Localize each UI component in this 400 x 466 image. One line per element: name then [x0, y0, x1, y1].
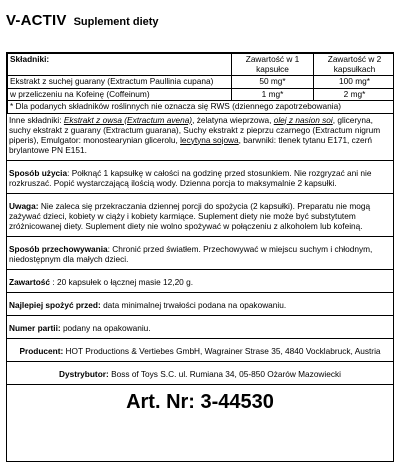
batch-text: podany na opakowaniu. [60, 322, 151, 333]
divider [7, 338, 393, 339]
oats-extract: Ekstrakt z owsa (Extractum avena) [63, 114, 193, 125]
divider [7, 292, 393, 293]
warning-label: Uwaga: [9, 200, 39, 211]
warning-section [9, 201, 391, 231]
brand-name: V-ACTIV [6, 12, 67, 29]
ingredient-value-2: 100 mg* [314, 76, 395, 89]
header-per-two-capsules: Zawartość w 2 kapsułkach [314, 54, 395, 76]
other-ingredients [9, 115, 391, 155]
content-section [9, 277, 391, 287]
content-label: Zawartość [9, 276, 51, 287]
producer-text: HOT Productions & Vertiebes GmbH, Wagrainer Strase 35, 4840 Vocklabruck, Austria [63, 345, 381, 356]
ingredient-value-1: 50 mg* [232, 76, 314, 89]
ingredient-name: Ekstrakt z suchej guarany (Extractum Paullinia cupana) [8, 76, 232, 89]
ingredients-table [7, 53, 394, 114]
header-per-capsule: Zawartość w 1 kapsułce [232, 54, 314, 76]
header [6, 12, 159, 30]
ingredient-value-2: 2 mg* [314, 88, 395, 101]
soy-lecithin: lecytyna sojowa [180, 134, 239, 145]
best-before-text: data minimalnej trwałości podana na opakowaniu. [100, 299, 287, 310]
other-text: , barwniki: tlenek tytanu E171, czerń brylantowe PN E151. [9, 134, 372, 155]
usage-section [9, 168, 391, 188]
article-number: Art. Nr: 3-44530 [126, 390, 274, 413]
warning-text: Nie zaleca się przekraczania dziennej porcji do spożycia (2 kapsułki). Preparatu nie mogą zażywać dzieci, kobiety w ciąży i kobiety karmiące. Suplement diety nie może być substytutem zróżnicowanej diety. Suplement diety nie wolno spożywać w połączeniu z alkoholem lub kofeiną. [9, 200, 371, 231]
producer-section [9, 346, 391, 356]
usage-label: Sposób użycia [9, 167, 68, 178]
divider [7, 315, 393, 316]
batch-section [9, 323, 391, 333]
usage-text: : Połknąć 1 kapsułkę w całości na godzinę przed stosunkiem. Nie rozgryzać ani nie rozkruszać. Popić wystarczającą ilością wody. Dzienna porcja to maksymalnie 2 kapsułki. [9, 167, 372, 188]
table-footnote: * Dla podanych składników roślinnych nie oznacza się RWS (dziennego zapotrzebowania) [8, 101, 395, 114]
soy-oil: olej z nasion soi [273, 114, 333, 125]
divider [7, 361, 393, 362]
storage-section [9, 244, 391, 264]
table-header-row [8, 54, 395, 76]
ingredient-value-1: 1 mg* [232, 88, 314, 101]
divider [7, 384, 393, 385]
distributor-label: Dystrybutor: [58, 368, 109, 379]
divider [7, 236, 393, 237]
content-text: : 20 kapsułek o łącznej masie 12,20 g. [50, 276, 194, 287]
table-row [8, 88, 395, 101]
producer-label: Producent: [19, 345, 64, 356]
other-ingredients-label: Inne składniki: [9, 114, 64, 125]
best-before-label: Najlepiej spożyć przed: [9, 299, 101, 310]
table-footnote-row [8, 101, 395, 114]
label-frame [6, 52, 394, 462]
product-subtitle: Suplement diety [73, 16, 159, 28]
divider [7, 160, 393, 161]
best-before-section [9, 300, 391, 310]
divider [7, 193, 393, 194]
header-ingredients: Składniki: [8, 54, 232, 76]
storage-text: : Chronić przed światłem. Przechowywać w miejscu suchym i chłodnym, niedostępnym dla małych dzieci. [9, 243, 373, 264]
other-text: , żelatyna wieprzowa, [192, 114, 274, 125]
other-text: , gliceryna, suchy ekstrakt z guarany (Extractum guarana), Suchy ekstrakt z pieprzu czarnego (Extractum nigrum piperis), Emulgator: monostearynian glicerolu, [9, 114, 381, 145]
storage-label: Sposób przechowywania [9, 243, 108, 254]
ingredient-name: w przeliczeniu na Kofeinę (Coffeinum) [8, 88, 232, 101]
batch-label: Numer partii: [9, 322, 61, 333]
distributor-section [9, 369, 391, 379]
table-row [8, 76, 395, 89]
distributor-text: Boss of Toys S.C. ul. Rumiana 34, 05-850 Ożarów Mazowiecki [108, 368, 342, 379]
divider [7, 269, 393, 270]
